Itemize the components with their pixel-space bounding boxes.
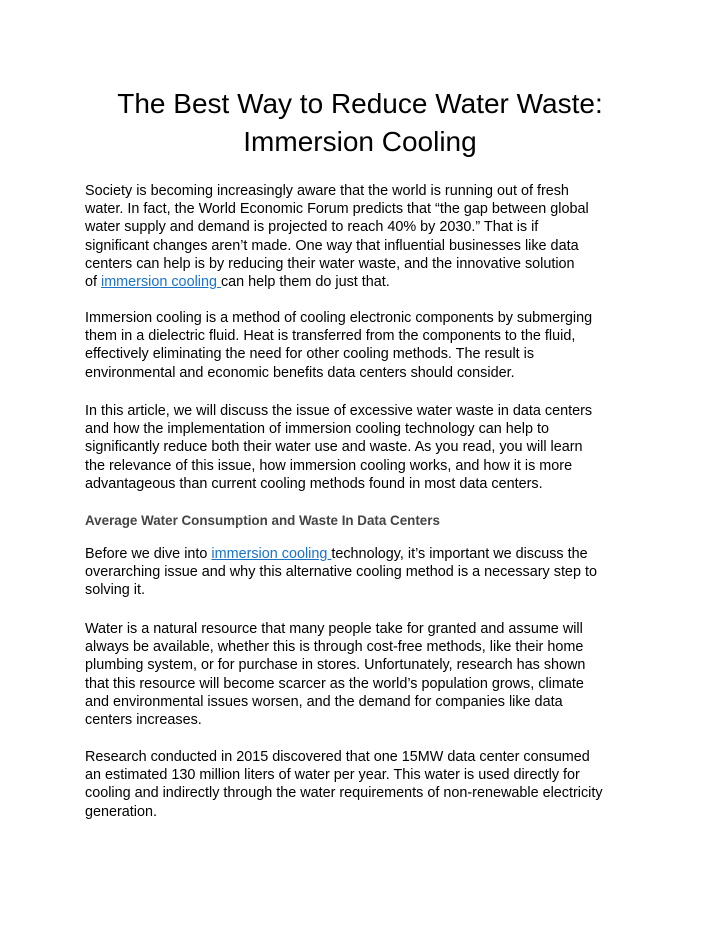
- text-line: In this article, we will discuss the issue of excessive water waste in data centers: [85, 403, 593, 419]
- text-fragment: can help them do just that.: [220, 274, 390, 291]
- text-line: an estimated 130 million liters of water per year. This water is used directly for: [85, 767, 580, 784]
- text-line: Research conducted in 2015 discovered that one 15MW data center consumed: [85, 749, 590, 765]
- page-title: [60, 85, 660, 161]
- text-line: generation.: [85, 803, 158, 820]
- text-line: significantly reduce both their water use and waste. As you read, you will learn: [85, 439, 583, 456]
- article-overview-paragraph: [85, 402, 645, 493]
- definition-paragraph: [85, 309, 645, 382]
- text-fragment: Before we dive into: [85, 546, 212, 562]
- text-line: Water is a natural resource that many people take for granted and assume will: [85, 621, 583, 637]
- immersion-cooling-link[interactable]: immersion cooling: [211, 546, 332, 562]
- text-line: water. In fact, the World Economic Forum predicts that “the gap between global: [85, 201, 589, 218]
- text-line: [85, 273, 645, 291]
- text-line: them in a dielectric fluid. Heat is transferred from the components to the fluid,: [85, 328, 576, 345]
- text-line: plumbing system, or for purchase in stores. Unfortunately, research has shown: [85, 657, 586, 674]
- text-line: centers can help is by reducing their water waste, and the innovative solution: [85, 255, 575, 272]
- text-fragment: of: [85, 274, 101, 291]
- text-line: [85, 545, 645, 563]
- title-line: Immersion Cooling: [243, 126, 477, 157]
- text-line: overarching issue and why this alternative cooling method is a necessary step to: [85, 564, 597, 581]
- text-line: Immersion cooling is a method of cooling electronic components by submerging: [85, 310, 593, 326]
- text-line: centers increases.: [85, 712, 202, 729]
- intro-paragraph: [85, 182, 645, 291]
- text-line: that this resource will become scarcer as the world’s population grows, climate: [85, 675, 584, 692]
- text-fragment: technology, it’s important we discuss the: [331, 546, 588, 562]
- water-resource-paragraph: [85, 620, 645, 729]
- section-heading: Average Water Consumption and Waste In Data Centers: [85, 513, 440, 528]
- title-line: The Best Way to Reduce Water Waste:: [117, 88, 603, 119]
- text-line: and how the implementation of immersion cooling technology can help to: [85, 421, 549, 438]
- text-line: cooling and indirectly through the water requirements of non-renewable electricity: [85, 785, 603, 802]
- text-line: advantageous than current cooling methods found in most data centers.: [85, 475, 543, 492]
- text-line: solving it.: [85, 582, 145, 599]
- text-line: always be available, whether this is through cost-free methods, like their home: [85, 639, 584, 656]
- text-line: and environmental issues worsen, and the demand for companies like data: [85, 693, 563, 710]
- text-line: Society is becoming increasingly aware that the world is running out of fresh: [85, 183, 569, 199]
- text-line: effectively eliminating the need for other cooling methods. The result is: [85, 346, 535, 363]
- text-line: the relevance of this issue, how immersion cooling works, and how it is more: [85, 457, 573, 474]
- transition-paragraph: [85, 545, 645, 600]
- immersion-cooling-link[interactable]: immersion cooling: [101, 274, 221, 291]
- research-paragraph: [85, 748, 645, 821]
- text-line: water supply and demand is projected to reach 40% by 2030.” That is if: [85, 219, 539, 236]
- text-line: environmental and economic benefits data centers should consider.: [85, 364, 515, 381]
- text-line: significant changes aren’t made. One way that influential businesses like data: [85, 237, 579, 254]
